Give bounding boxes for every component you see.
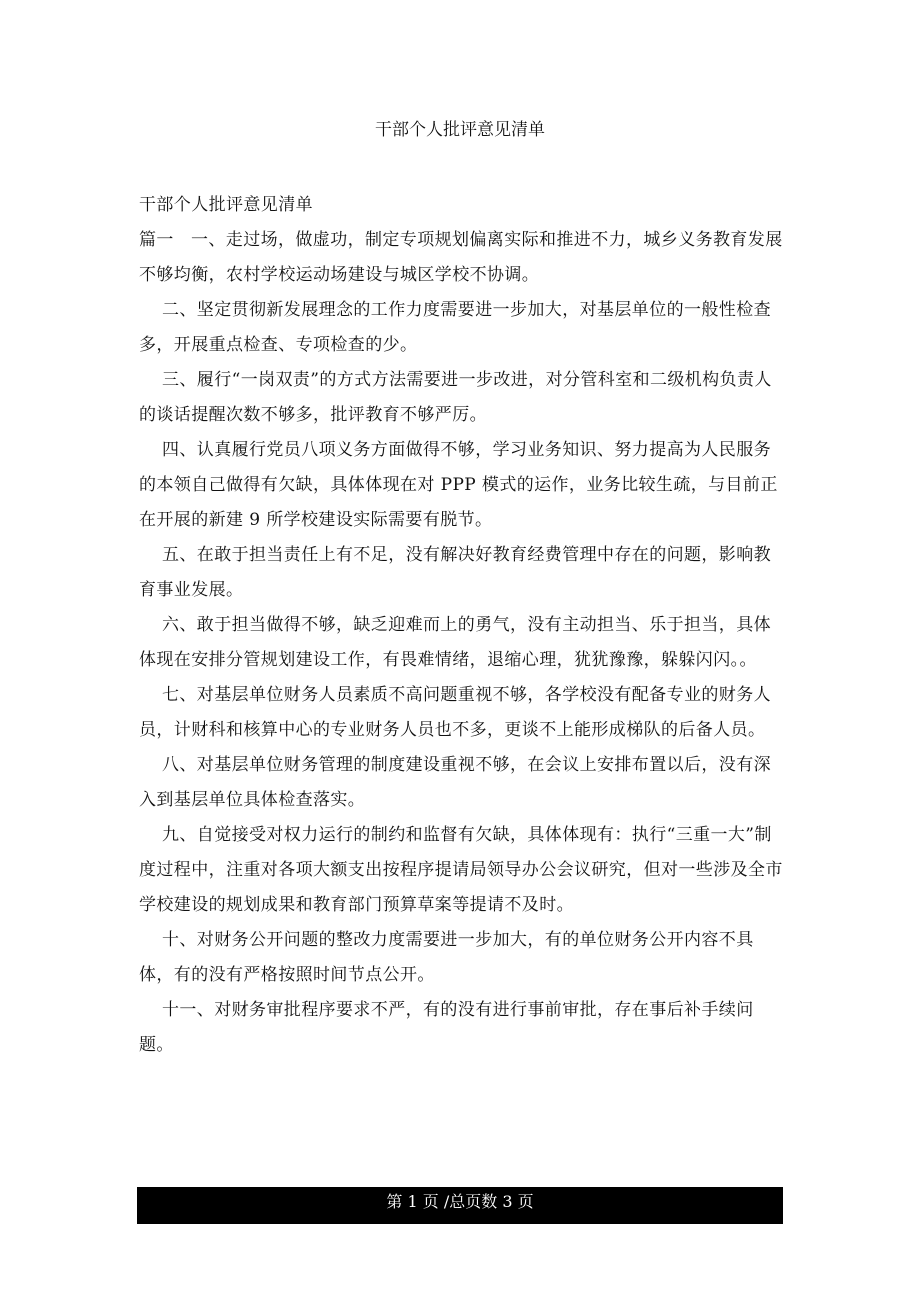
section-label: 篇一 [139, 230, 174, 250]
page-number: 第 1 页 /总页数 3 页 [386, 1192, 534, 1211]
paragraph-1 [139, 223, 787, 293]
paragraph-3: 三、履行“一岗双责”的方式方法需要进一步改进，对分管科室和二级机构负责人的谈话提醒次数不够多，批评教育不够严厉。 [139, 370, 772, 425]
document-title: 干部个人批评意见清单 [375, 120, 545, 140]
paragraph-11: 十一、对财务审批程序要求不严，有的没有进行事前审批，存在事后补手续问题。 [139, 1000, 754, 1055]
paragraph-9: 九、自觉接受对权力运行的制约和监督有欠缺，具体体现有：执行“三重一大”制度过程中，注重对各项大额支出按程序提请局领导办公会议研究，但对一些涉及全市学校建设的规划成果和教育部门预算草案等提请不及时。 [139, 825, 783, 915]
paragraph-10: 十、对财务公开问题的整改力度需要进一步加大，有的单位财务公开内容不具体，有的没有严格按照时间节点公开。 [139, 930, 754, 985]
page-footer [137, 1187, 783, 1224]
paragraph-4: 四、认真履行党员八项义务方面做得不够，学习业务知识、努力提高为人民服务的本领自己做得有欠缺，具体体现在对 PPP 模式的运作，业务比较生疏，与目前正在开展的新建 9 所学校建设实际需要有脱节。 [139, 440, 778, 530]
paragraph-1-text: 一、走过场，做虚功，制定专项规划偏离实际和推进不力，城乡义务教育发展不够均衡，农村学校运动场建设与城区学校不协调。 [139, 230, 783, 285]
document-subtitle: 干部个人批评意见清单 [139, 195, 313, 215]
paragraph-2: 二、坚定贯彻新发展理念的工作力度需要进一步加大，对基层单位的一般性检查多，开展重点检查、专项检查的少。 [139, 300, 771, 355]
paragraph-5: 五、在敢于担当责任上有不足，没有解决好教育经费管理中存在的问题，影响教育事业发展。 [139, 545, 771, 600]
paragraph-6: 六、敢于担当做得不够，缺乏迎难而上的勇气，没有主动担当、乐于担当，具体体现在安排分管规划建设工作，有畏难情绪，退缩心理，犹犹豫豫，躲躲闪闪。。 [139, 615, 771, 670]
paragraph-7: 七、对基层单位财务人员素质不高问题重视不够，各学校没有配备专业的财务人员，计财科和核算中心的专业财务人员也不多，更谈不上能形成梯队的后备人员。 [139, 685, 771, 740]
paragraph-8: 八、对基层单位财务管理的制度建设重视不够，在会议上安排布置以后，没有深入到基层单位具体检查落实。 [139, 755, 771, 810]
document-body [139, 188, 787, 1063]
